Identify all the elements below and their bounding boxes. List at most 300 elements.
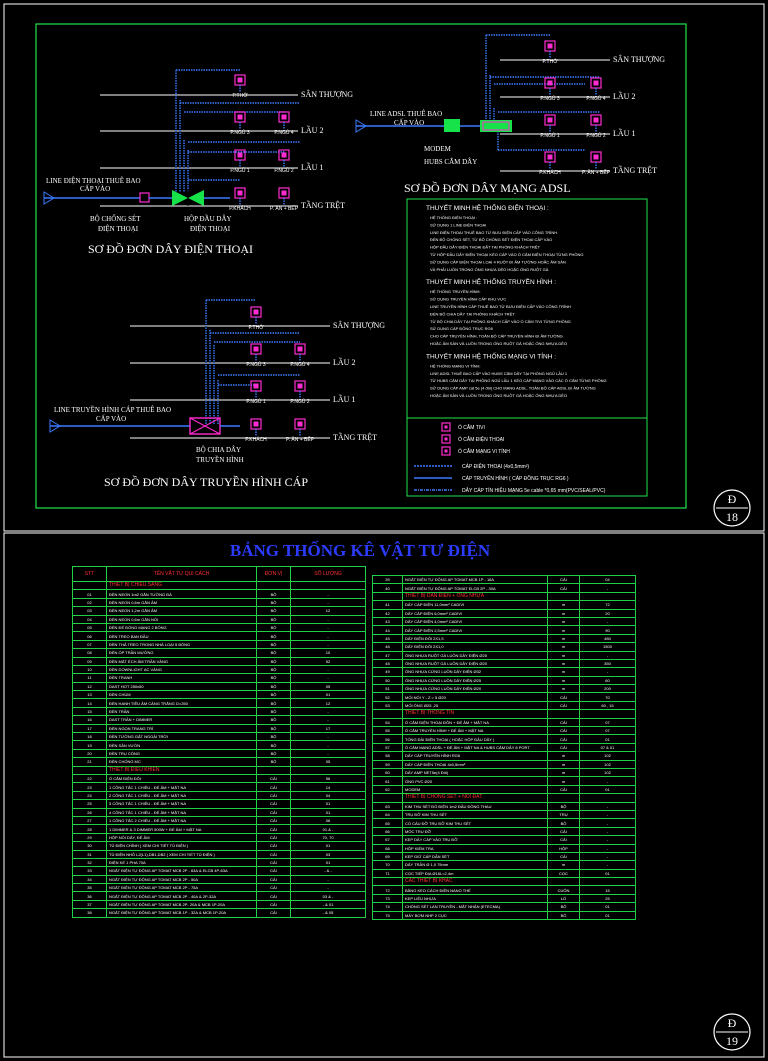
table-row xyxy=(73,598,366,606)
notes-line: HỆ THỐNG ĐIỆN THOẠI : xyxy=(430,215,478,220)
cell-name: HỘP KIỂM TRA xyxy=(403,844,548,852)
cell-qty: 10 xyxy=(291,649,366,657)
cell-stt: 25 xyxy=(73,800,107,808)
cell-qty: - xyxy=(291,884,366,892)
cell-name: ĐÈN CHỐNG MC xyxy=(107,758,257,766)
cell-name: NGẮT ĐIỆN TỰ ĐỘNG AP TOMAT MCB 2P - 63A & ELCB 4P-63A xyxy=(107,867,257,875)
cell-unit: CỌC xyxy=(548,869,580,877)
cell-name: CỔ CÁU ĐỠ TRỤ ĐỠ KIM THU SÉT xyxy=(403,819,548,827)
cell-qty: 350 xyxy=(580,659,636,667)
cell-qty: - xyxy=(580,651,636,659)
table-row xyxy=(73,909,366,917)
cell-name: ĐÈN HANH TIÊU ÂM CÁNG TRĂNG D=250 xyxy=(107,699,257,707)
cell-stt: 06 xyxy=(73,632,107,640)
phone-riser-diagram xyxy=(44,70,353,256)
cell-stt: 45 xyxy=(373,634,403,642)
box-label-2: ĐIỆN THOẠI xyxy=(190,225,231,233)
table-row xyxy=(73,791,366,799)
adsl-diagram-title: SƠ ĐỒ ĐƠN DÂY MẠNG ADSL xyxy=(404,181,571,195)
cell-unit: BỘ xyxy=(257,707,291,715)
cell-unit: m xyxy=(548,760,580,768)
cell-unit: CÁI xyxy=(257,833,291,841)
table-row xyxy=(373,768,636,776)
table-row xyxy=(73,615,366,623)
cell-stt: 29 xyxy=(73,833,107,841)
cell-stt: 24 xyxy=(73,791,107,799)
cell-unit: BỘ xyxy=(548,911,580,919)
table-row xyxy=(373,836,636,844)
table-row xyxy=(373,584,636,592)
room-label: P.NGỦ 4 xyxy=(290,362,310,368)
room-label: P.THỜ xyxy=(248,325,264,331)
cell-qty: 01 xyxy=(291,691,366,699)
cell-unit: BỘ xyxy=(548,802,580,810)
cell-stt: 68 xyxy=(373,844,403,852)
cell-stt: 51 xyxy=(373,685,403,693)
cell-stt: 67 xyxy=(373,836,403,844)
cell-unit: m xyxy=(548,685,580,693)
cell-stt: 13 xyxy=(73,691,107,699)
cell-name: MỐI NỐI Y - Z = 5 Ø20 xyxy=(403,693,548,701)
cell-qty: 56 xyxy=(291,774,366,782)
outlet-adsl-core xyxy=(548,118,553,123)
cell-unit: CÁI xyxy=(257,774,291,782)
badge-18-number: 18 xyxy=(726,510,738,524)
cell-qty: 102 xyxy=(580,752,636,760)
table-row xyxy=(73,783,366,791)
cell-name: MODEM xyxy=(403,785,548,793)
cell-name: ĐÈN THẢ TREO TRONG NHÀ LOẠI 5 BÓNG xyxy=(107,640,257,648)
notes-heading: THUYẾT MINH HỆ THỐNG ĐIỆN THOẠI : xyxy=(426,205,549,212)
cell-unit: BỘ xyxy=(257,691,291,699)
table-row xyxy=(373,869,636,877)
cell-stt: 12 xyxy=(73,682,107,690)
room-label: P. ĂN + BẾP xyxy=(269,206,299,212)
cell-name: DAST TRẦN + DIMMER xyxy=(107,716,257,724)
table-row xyxy=(73,691,366,699)
cell-name: THIẾT BỊ CHỐNG SÉT + NỐI ĐẤT xyxy=(403,794,548,802)
cell-stt: 07 xyxy=(73,640,107,648)
floor-label: SÂN THƯỢNG xyxy=(333,321,386,330)
cell-stt: 36 xyxy=(73,892,107,900)
cell-stt: 44 xyxy=(373,626,403,634)
cell-qty: 70 xyxy=(580,693,636,701)
cell-stt: 64 xyxy=(373,810,403,818)
cell-name: TỦ ĐIỆN CHÍNH ( XEM CHI TIẾT TỦ ĐIỆN ) xyxy=(107,842,257,850)
cell-stt: 09 xyxy=(73,657,107,665)
cell-qty: 01 xyxy=(580,869,636,877)
cell-qty: 12 xyxy=(291,699,366,707)
cell-qty: 05 xyxy=(291,758,366,766)
floor-label: SÂN THƯỢNG xyxy=(301,90,354,99)
notes-line: LINE ADSL THUÊ BAO CẤP VÀO HUBS CẮM DÂY TẠI PHÒNG NGỦ LẦU 1 xyxy=(430,370,568,376)
splitter-label-2: TRUYỀN HÌNH xyxy=(196,456,244,464)
table-row xyxy=(373,911,636,919)
cell-name: Ổ CẮM MẠNG ADSL + ĐẾ ÂM + MẶT NA & HUBS CẮM DÂY 8 PORT xyxy=(403,743,548,751)
cell-stt: 49 xyxy=(373,668,403,676)
cell-name: ỐNG NHỰA RUỘT GÀ LUỒN DÂY ĐIỆN Ø25 xyxy=(403,651,548,659)
cell-qty: - & - xyxy=(291,867,366,875)
cell-stt: 10 xyxy=(73,665,107,673)
cell-unit xyxy=(548,710,580,718)
cell-unit: BỘ xyxy=(257,649,291,657)
cell-qty: - xyxy=(580,827,636,835)
cell-stt: 37 xyxy=(73,900,107,908)
cell-unit: BỘ xyxy=(257,590,291,598)
adsl-line-in-label: LINE ADSL THUÊ BAO xyxy=(370,110,443,118)
notes-line: ĐẾN BỘ CHIA DÂY TẠI PHÒNG KHÁCH TRỆT xyxy=(430,311,515,317)
cell-name: MÓC TRỤ ĐỠ xyxy=(403,827,548,835)
table-row xyxy=(73,607,366,615)
cell-unit: BỘ xyxy=(257,623,291,631)
cell-qty: 05 xyxy=(291,682,366,690)
cell-name: ĐIỆN KẾ 1 PHA 70A xyxy=(107,858,257,866)
notes-text xyxy=(426,202,607,398)
table-row xyxy=(73,833,366,841)
cell-stt: 53 xyxy=(373,701,403,709)
cell-qty: - xyxy=(580,810,636,818)
sheet1-border xyxy=(4,4,764,531)
cell-unit: CÁI xyxy=(548,576,580,584)
cell-unit: BỘ xyxy=(257,607,291,615)
table-row xyxy=(73,808,366,816)
table-row xyxy=(373,718,636,726)
cell-stt: 11 xyxy=(73,674,107,682)
table-row xyxy=(373,810,636,818)
cell-unit xyxy=(548,592,580,600)
outlet-tv-core xyxy=(254,347,259,352)
cell-qty: 1500 xyxy=(580,643,636,651)
cell-name: DÂY CÁP ĐIỆN 4,0mm² CADIVI xyxy=(403,617,548,625)
cell-name: KẸP DÂY CÁP VÀO TRỤ ĐỠ xyxy=(403,836,548,844)
room-label: P. ĂN + BẾP xyxy=(581,170,611,176)
table-row xyxy=(373,861,636,869)
table-row xyxy=(373,693,636,701)
cell-qty: 60 , 15 xyxy=(580,701,636,709)
tv-diagram-title: SƠ ĐỒ ĐƠN DÂY TRUYỀN HÌNH CÁP xyxy=(104,475,309,489)
cell-qty: - xyxy=(291,733,366,741)
cell-qty: - xyxy=(291,749,366,757)
table-row xyxy=(373,802,636,810)
table-row xyxy=(373,894,636,902)
cell-stt: 40 xyxy=(373,584,403,592)
outlet-phone-core xyxy=(282,191,287,196)
cell-qty: - xyxy=(291,615,366,623)
cell-unit: BỘ xyxy=(257,598,291,606)
outlet-adsl-core xyxy=(594,118,599,123)
cell-stt: 39 xyxy=(373,576,403,584)
cell-name: THIẾT BỊ THÔNG TIN xyxy=(403,710,548,718)
cell-unit: CÁI xyxy=(548,727,580,735)
cell-stt: 65 xyxy=(373,819,403,827)
cell-qty: - xyxy=(580,802,636,810)
cell-qty: - xyxy=(580,844,636,852)
cell-qty: - & 05 xyxy=(291,909,366,917)
cell-name: ĐÈN NGỌN TRANG TRÍ xyxy=(107,724,257,732)
cell-name: NGẮT ĐIỆN TỰ ĐỘNG AP TOMAT MCB 1P - 32A & MCB 1P-20A xyxy=(107,909,257,917)
cell-unit: CÁI xyxy=(257,867,291,875)
notes-line: HỘP ĐẦU DÂY ĐIỆN THOẠI ĐẶT TẠI PHÒNG KHÁCH TRỆT xyxy=(430,244,541,250)
cell-qty xyxy=(580,710,636,718)
cell-unit: m xyxy=(548,609,580,617)
floor-label: LẦU 1 xyxy=(613,129,636,138)
outlet-tv-core xyxy=(254,384,259,389)
cell-stt: 01 xyxy=(73,590,107,598)
cell-qty: 01 xyxy=(291,858,366,866)
cell-unit: CÁI xyxy=(257,892,291,900)
cell-qty: 01 & - xyxy=(291,825,366,833)
cell-unit: CÁI xyxy=(257,808,291,816)
cell-unit: BỘ xyxy=(257,682,291,690)
room-label: P.KHÁCH xyxy=(229,206,251,212)
cell-unit: CÁI xyxy=(548,836,580,844)
table-row xyxy=(73,875,366,883)
table-row xyxy=(73,665,366,673)
cell-unit: CÁI xyxy=(257,816,291,824)
table-row xyxy=(373,643,636,651)
cell-unit: CÁI xyxy=(548,718,580,726)
notes-line: SỬ DỤNG 1 LINE ĐIỆN THOẠI xyxy=(430,222,487,228)
floor-label: LẦU 1 xyxy=(333,395,356,404)
cell-name: DÂY CÁP ĐIỆN THOẠI 4x0,5mm² xyxy=(403,760,548,768)
table-row xyxy=(373,659,636,667)
cell-name: THIẾT BỊ ĐIỀU KHIỂN xyxy=(107,766,257,774)
cell-stt: 58 xyxy=(373,752,403,760)
col-header-unit: ĐƠN VỊ xyxy=(257,567,291,582)
table-row xyxy=(373,651,636,659)
outlet-phone-core xyxy=(238,115,243,120)
cell-unit: BỘ xyxy=(257,741,291,749)
cell-qty: 04 xyxy=(580,576,636,584)
cell-qty: 07 & 01 xyxy=(580,743,636,751)
cell-name: NGẮT ĐIỆN TỰ ĐỘNG AP TOMAT ELCB 2P - 30A xyxy=(403,584,548,592)
cell-qty: 06 xyxy=(291,816,366,824)
cell-name: CHỐNG SÉT LAN TRUYỀN - MẶT NHẬN (ETECMA) xyxy=(403,903,548,911)
room-label: P.NGỦ 1 xyxy=(540,133,560,139)
cell-name: Ổ CẮM TRUYỀN HÌNH + ĐẾ ÂM + MẶT NA xyxy=(403,727,548,735)
cell-name: ĐÈN NEON 1,2m GẮN ÂM xyxy=(107,607,257,615)
cell-qty: - & 01 xyxy=(291,900,366,908)
room-label: P.KHÁCH xyxy=(245,437,267,443)
cell-name: ĐÈN NEON 0,6m GẮN ÂM xyxy=(107,598,257,606)
cell-name: ỐNG NHỰA CỨNG LUỒN DÂY ĐIỆN Ø32 xyxy=(403,668,548,676)
table-section-row xyxy=(73,766,366,774)
col-header-qty: SỐ LƯỢNG xyxy=(291,567,366,582)
cell-qty: 01 xyxy=(291,808,366,816)
floor-label: LẦU 2 xyxy=(333,358,356,367)
table-row xyxy=(73,707,366,715)
badge-19-prefix: Đ xyxy=(727,1016,737,1030)
cell-stt: 62 xyxy=(373,785,403,793)
cell-qty: 480 xyxy=(580,634,636,642)
cell-stt: 19 xyxy=(73,741,107,749)
cell-unit: LỐ xyxy=(548,894,580,902)
room-label: P. ĂN + BẾP xyxy=(285,437,315,443)
cell-qty: 01 xyxy=(580,735,636,743)
cell-qty: 20 xyxy=(580,609,636,617)
cell-stt: 15 xyxy=(73,707,107,715)
cell-stt: 31 xyxy=(73,850,107,858)
cell-stt: 46 xyxy=(373,643,403,651)
cell-unit: CÁI xyxy=(257,825,291,833)
cell-unit: CÁI xyxy=(548,693,580,701)
cell-qty: 03 xyxy=(291,850,366,858)
cell-stt: 69 xyxy=(373,852,403,860)
cell-stt: 27 xyxy=(73,816,107,824)
cell-qty: 01 xyxy=(580,785,636,793)
cell-stt: 16 xyxy=(73,716,107,724)
cell-unit: m xyxy=(548,752,580,760)
table-section-row xyxy=(373,592,636,600)
cell-qty: - xyxy=(291,623,366,631)
cell-qty: - xyxy=(291,716,366,724)
room-label: P.THỜ xyxy=(232,93,248,99)
room-label: P.NGỦ 3 xyxy=(540,96,560,102)
cell-stt: 43 xyxy=(373,617,403,625)
cell-qty: 12 xyxy=(291,607,366,615)
table-row xyxy=(73,716,366,724)
outlet-tv-core xyxy=(298,347,303,352)
table-row xyxy=(73,842,366,850)
table-row xyxy=(73,858,366,866)
cell-name: 1 CÔNG TẮC 1 CHIỀU - ĐẾ ÂM + MẶT NA xyxy=(107,783,257,791)
cell-name: ĐÈN TƯỜNG GẮT NGOÀI TRỜI xyxy=(107,733,257,741)
table-row xyxy=(73,884,366,892)
floor-label: SÂN THƯỢNG xyxy=(613,55,666,64)
legend-label-tv: Ổ CẮM TIVI xyxy=(458,425,485,431)
table-row xyxy=(373,634,636,642)
cell-name: NGẮT ĐIỆN TỰ ĐỘNG AP TOMAT MCB 2P - 50A xyxy=(107,875,257,883)
cell-stt: 21 xyxy=(73,758,107,766)
cell-unit xyxy=(257,766,291,774)
table-row xyxy=(73,825,366,833)
line-in-label: LINE ĐIỆN THOẠI THUÊ BAO xyxy=(46,177,141,185)
cell-name: ỐNG NHỰA CỨNG LUỒN DÂY ĐIỆN Ø25 xyxy=(403,676,548,684)
table-row xyxy=(73,774,366,782)
cell-unit: CÁI xyxy=(257,842,291,850)
cell-stt: 74 xyxy=(373,903,403,911)
adsl-line-in-label-2: CẤP VÀO xyxy=(394,119,425,127)
notes-line: ĐẾN BỘ CHỐNG SÉT, TỪ BỘ CHỐNG SÉT ĐIỆN THOẠI CẤP VÀO xyxy=(430,237,553,243)
cell-qty: 90 xyxy=(580,626,636,634)
cell-unit: BỘ xyxy=(548,819,580,827)
cell-stt: 61 xyxy=(373,777,403,785)
box-label: HỘP ĐẦU DÂY xyxy=(184,215,232,223)
room-label: P.NGỦ 2 xyxy=(274,168,294,174)
legend-outlet-tv-core xyxy=(445,426,448,429)
cell-stt: 41 xyxy=(373,601,403,609)
cell-unit: m xyxy=(548,634,580,642)
cell-name: DÂY CÁP ĐIỆN 2,5mm² CADIVI xyxy=(403,626,548,634)
cell-stt: 23 xyxy=(73,783,107,791)
cell-stt: 54 xyxy=(373,718,403,726)
sheet-number-badge-19 xyxy=(714,1014,750,1050)
cell-unit: BỘ xyxy=(548,903,580,911)
cell-stt: 17 xyxy=(73,724,107,732)
cell-name: DÂY TRẦN Ø 1,0 75mm xyxy=(403,861,548,869)
table-row xyxy=(373,576,636,584)
cell-name: ĐÈN TRẦN xyxy=(107,707,257,715)
cell-stt: 59 xyxy=(373,760,403,768)
col-header-name: TÊN VẬT TƯ QUI CÁCH xyxy=(107,567,257,582)
cell-qty xyxy=(291,582,366,590)
cell-name: ĐÈN CHÙM xyxy=(107,691,257,699)
table-row xyxy=(73,590,366,598)
outlet-adsl-core xyxy=(548,44,553,49)
cell-stt: 72 xyxy=(373,886,403,894)
outlet-phone-core xyxy=(282,153,287,158)
cell-name: KẸP GIỮ CÁP DẪN SÉT xyxy=(403,852,548,860)
cell-stt: 50 xyxy=(373,676,403,684)
cell-unit: m xyxy=(548,601,580,609)
notes-line: TỪ HỘP ĐẦU DÂY ĐIỆN THOẠI KÉO CÁP VÀO Ổ CẮM ĐIỆN THOẠI TỪNG PHÒNG xyxy=(430,252,584,257)
table-row xyxy=(373,752,636,760)
table-row xyxy=(373,685,636,693)
cell-qty: 04 xyxy=(291,791,366,799)
cell-name: THIẾT BỊ DẪN ĐIỆN + ỐNG NHỰA xyxy=(403,592,548,600)
cell-qty: - xyxy=(291,632,366,640)
cell-stt: 08 xyxy=(73,649,107,657)
tv-line-in-label: LINE TRUYỀN HÌNH CÁP THUÊ BAO xyxy=(54,406,172,414)
surge-label-2: ĐIỆN THOẠI xyxy=(98,225,139,233)
surge-label: BỘ CHỐNG SÉT xyxy=(90,215,141,223)
cell-unit: m xyxy=(548,861,580,869)
floor-label: TẦNG TRỆT xyxy=(301,201,346,210)
room-label: P.NGỦ 3 xyxy=(230,130,250,136)
legend-label-net: Ổ CẮM MẠNG VI TÍNH xyxy=(458,449,510,455)
notes-line: CHO CÁP TRUYỀN HÌNH, TOÀN BỘ CÁP TRUYỀN HÌNH ĐI ÂM TƯỜNG xyxy=(430,333,563,339)
floor-label: LẦU 2 xyxy=(301,126,324,135)
table-row xyxy=(73,749,366,757)
room-label: P.THỜ xyxy=(542,59,558,65)
cell-qty: - xyxy=(580,852,636,860)
cell-unit: BỘ xyxy=(257,716,291,724)
cell-stt: 57 xyxy=(373,743,403,751)
cell-qty: - xyxy=(580,584,636,592)
cell-qty: 03 & - xyxy=(291,892,366,900)
room-label: P.KHÁCH xyxy=(539,170,561,176)
cell-qty: - xyxy=(580,819,636,827)
cell-qty: - xyxy=(291,707,366,715)
cell-name: THIẾT BỊ CHIẾU SÁNG xyxy=(107,582,257,590)
outlet-phone-core xyxy=(238,191,243,196)
notes-line: VÀ PHẢI LUỒN TRONG ỐNG NHỰA DẺO HOẶC ỐNG RUỘT GÀ xyxy=(430,266,549,272)
cell-name: DÂY AMP NET5e(4 Đôi) xyxy=(403,768,548,776)
cell-name: ĐÈN SÂN VƯỜN xyxy=(107,741,257,749)
cell-stt: 26 xyxy=(73,808,107,816)
table-row xyxy=(73,682,366,690)
cell-name: TỦ ĐIỆN NHỎ L2(L1),DB1,DB2 ( XEM CHI TIẾT TỦ ĐIỆN ) xyxy=(107,850,257,858)
cell-qty: 01 xyxy=(291,842,366,850)
cell-stt: 48 xyxy=(373,659,403,667)
cell-stt: 42 xyxy=(373,609,403,617)
cell-qty: - xyxy=(291,741,366,749)
cell-stt: 60 xyxy=(373,768,403,776)
cell-unit: BỘ xyxy=(257,657,291,665)
table-row xyxy=(373,743,636,751)
cell-unit: m xyxy=(548,643,580,651)
room-label: P.NGỦ 2 xyxy=(586,133,606,139)
table-section-row xyxy=(373,710,636,718)
cell-stt: 71 xyxy=(373,869,403,877)
table-row xyxy=(73,867,366,875)
cell-unit: CÁI xyxy=(257,783,291,791)
cell-name: MỐI ỐNG Ø25 ,25 xyxy=(403,701,548,709)
cell-qty: - xyxy=(580,836,636,844)
notes-line: HOẶC ÂM SÀN VÀ LUỒN TRONG ỐNG RUỘT GÀ HOẶC ỐNG NHỰA DẺO xyxy=(430,393,568,398)
phone-diagram-title: SƠ ĐỒ ĐƠN DÂY ĐIỆN THOẠI xyxy=(88,242,253,256)
sheet-number-badge-18 xyxy=(714,490,750,526)
